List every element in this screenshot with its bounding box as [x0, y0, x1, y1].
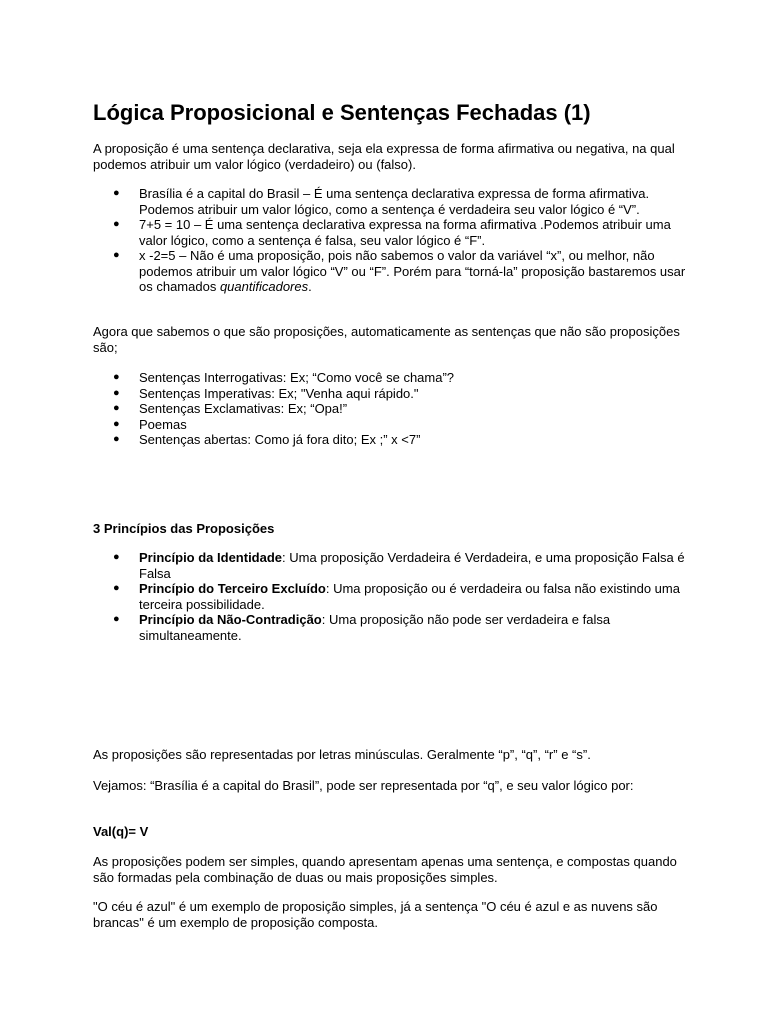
list-item	[93, 550, 693, 581]
example-brasilia: Brasília é a capital do Brasil – É uma sentença declarativa expressa de forma afirmativa. Podemos atribuir um valor lógico, como a sentença é verdadeira seu valor lógico é “V”.	[139, 186, 650, 217]
non-proposition-poems: Poemas	[139, 416, 187, 432]
principle-description: : Uma proposição não pode ser verdadeira e falsa simultaneamente.	[139, 612, 611, 643]
examples-list	[93, 186, 693, 295]
principle-description: : Uma proposição Verdadeira é Verdadeira, e uma proposição Falsa é Falsa	[139, 550, 685, 581]
principle-description: : Uma proposição ou é verdadeira ou falsa não existindo uma terceira possibilidade.	[139, 581, 680, 612]
list-item	[93, 417, 693, 433]
bullet-icon: ●	[113, 613, 120, 625]
non-proposition-open: Sentenças abertas: Como já fora dito; Ex ;” x <7”	[139, 432, 421, 447]
bullet-icon: ●	[113, 371, 120, 383]
example-variable-suffix: .	[308, 279, 312, 294]
list-item	[93, 612, 693, 643]
simple-compound-paragraph: As proposições podem ser simples, quando apresentam apenas uma sentença, e compostas quando são formadas pela combinação de duas ou mais proposições simples.	[93, 854, 677, 885]
example-variable: x -2=5 – Não é uma proposição, pois não sabemos o valor da variável “x”, ou melhor, não podemos atribuir um valor lógico “V” ou “F”. Porém para “torná-la” proposição bastaremos usar os chamados	[139, 248, 686, 294]
non-propositions-intro: Agora que sabemos o que são proposições, automaticamente as sentenças que não são proposições são;	[93, 324, 680, 355]
bullet-icon: ●	[113, 582, 120, 594]
principle-name: Princípio da Identidade	[139, 550, 283, 565]
quantificadores-term: quantificadores	[219, 279, 309, 294]
list-item	[93, 217, 693, 248]
bullet-icon: ●	[113, 417, 120, 430]
bullet-icon: ●	[113, 386, 120, 399]
list-item	[93, 386, 693, 402]
bullet-icon: ●	[113, 249, 120, 261]
list-item	[93, 401, 693, 417]
representation-paragraph: As proposições são representadas por letras minúsculas. Geralmente “p”, “q”, “r” e “s”.	[93, 747, 591, 762]
intro-paragraph: A proposição é uma sentença declarativa, seja ela expressa de forma afirmativa ou negativa, na qual podemos atribuir um valor lógico (verdadeiro) ou (falso).	[93, 141, 675, 172]
non-propositions-list	[93, 370, 693, 448]
list-item	[93, 370, 693, 386]
principles-heading: 3 Princípios das Proposições	[93, 521, 275, 536]
list-item	[93, 248, 693, 295]
principle-name: Princípio da Não-Contradição	[139, 612, 322, 627]
bullet-icon: ●	[113, 187, 120, 199]
list-item	[93, 432, 693, 448]
document-title: Lógica Proposicional e Sentenças Fechadas (1)	[93, 100, 591, 125]
principle-name: Princípio do Terceiro Excluído	[139, 581, 326, 596]
bullet-icon: ●	[113, 218, 120, 230]
non-proposition-interrogative: Sentenças Interrogativas: Ex; “Como você se chama”?	[139, 370, 455, 385]
formula-line: Val(q)= V	[93, 824, 149, 839]
list-item	[93, 186, 693, 217]
example-sum: 7+5 = 10 – É uma sentença declarativa expressa na forma afirmativa .Podemos atribuir uma valor lógico, como a sentença é falsa, seu valor lógico é “F”.	[139, 217, 671, 248]
principles-list	[93, 550, 693, 643]
non-proposition-exclamative: Sentenças Exclamativas: Ex; “Opa!”	[139, 401, 348, 416]
bullet-icon: ●	[113, 402, 120, 414]
bullet-icon: ●	[113, 551, 120, 563]
example-intro-paragraph: Vejamos: “Brasília é a capital do Brasil”, pode ser representada por “q”, e seu valor lógico por:	[93, 778, 634, 793]
list-item	[93, 581, 693, 612]
bullet-icon: ●	[113, 433, 120, 445]
sky-example-paragraph: "O céu é azul" é um exemplo de proposição simples, já a sentença "O céu é azul e as nuvens são brancas" é um exemplo de proposição composta.	[93, 899, 658, 930]
non-proposition-imperative: Sentenças Imperativas: Ex; "Venha aqui rápido."	[139, 385, 419, 401]
